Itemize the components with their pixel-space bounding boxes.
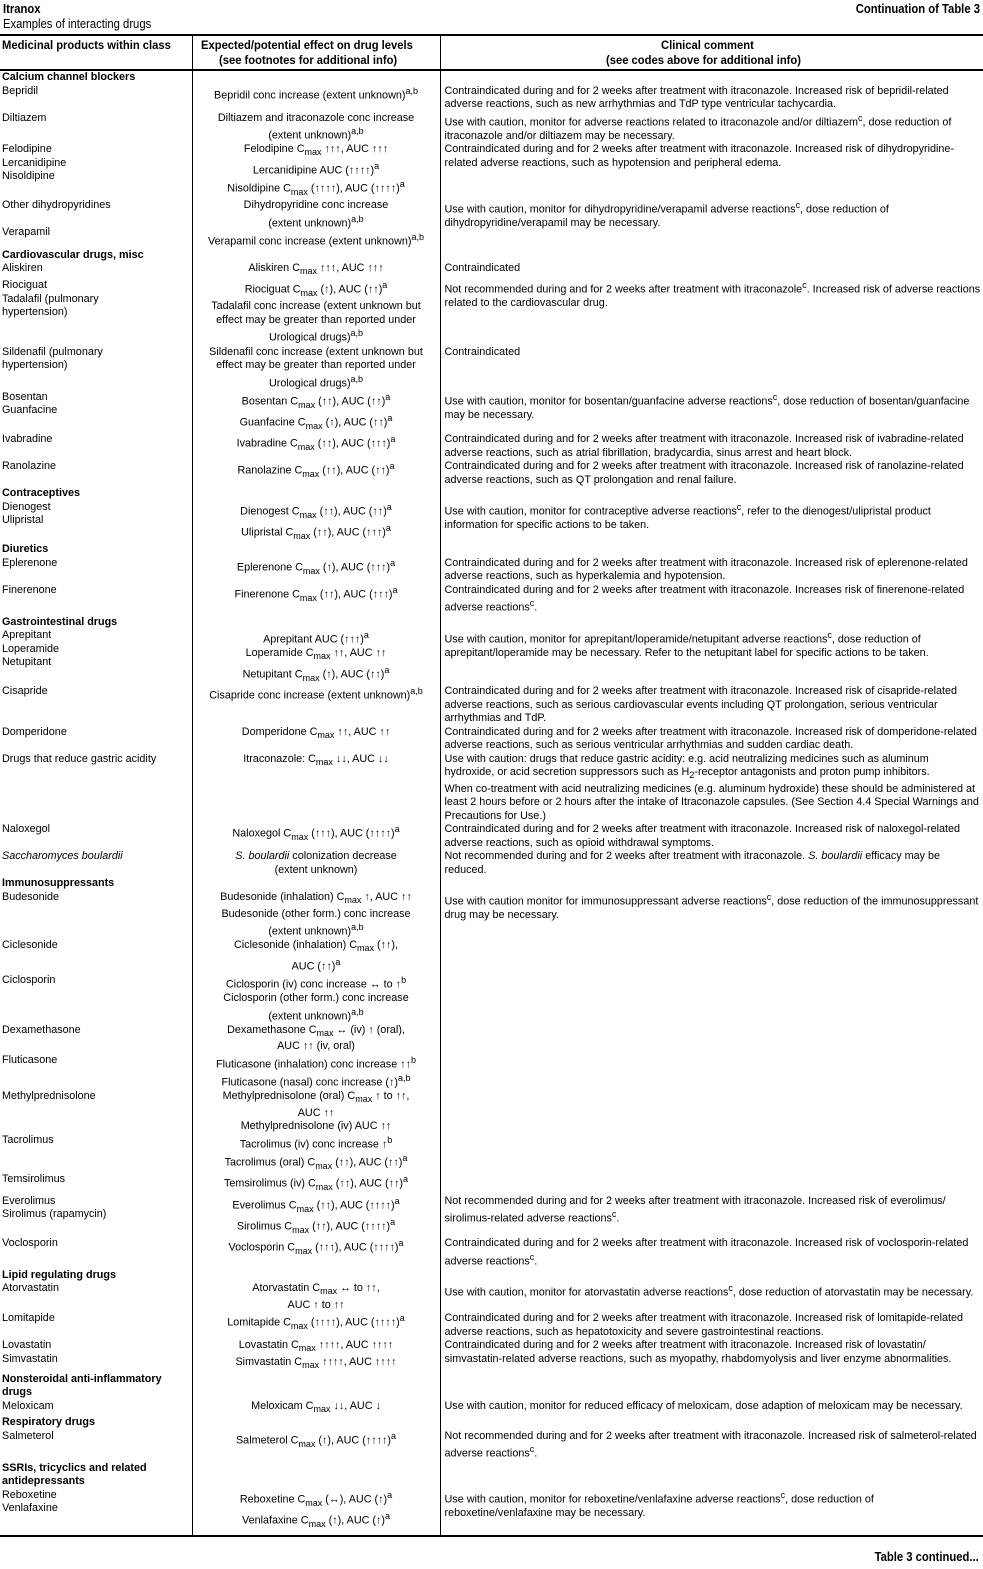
clinical-comment-cell: Contraindicated during and for 2 weeks after treatment with itraconazole. Increased risk of voclosporin-related adverse reactions$^c$. (444, 1237, 969, 1268)
drug-name-cell: Riociguat Tadalafil (pulmonary hypertension) (2, 279, 99, 319)
clinical-comment-cell: Contraindicated during and for 2 weeks after treatment with itraconazole. Increased risk of bepridil-related adverse reactions, such as new arrhythmias and TdP type ventricular tachycardia. (444, 84, 949, 111)
effect-cell: Budesonide (inhalation) $C_{max}$ ↑, AUC ↑↑ Budesonide (other form.) conc increase (extent unknown)$^{a,b}$ (192, 891, 440, 939)
drug-name-cell: Aliskiren (2, 262, 43, 275)
effect-cell: Diltiazem and itraconazole conc increase (extent unknown)$^{a,b}$ (192, 112, 440, 144)
drug-name-cell: Sildenafil (pulmonary hypertension) (2, 345, 103, 372)
drug-class-label: Lipid regulating drugs (2, 1268, 116, 1281)
clinical-comment-cell: Use with caution, monitor for dihydropyridine/verapamil adverse reactions$^c$, dose reduction of dihydropyridine/verapamil may be necessary. (444, 200, 889, 230)
effect-cell: Aprepitant AUC (↑↑↑)$^a$ Loperamide $C_{max}$ ↑↑, AUC ↑↑ Netupitant $C_{max}$ (↑), AUC (↑↑)$^a$ (192, 629, 440, 685)
table-row (0, 850, 983, 877)
table-row (0, 1090, 983, 1134)
effect-cell: Methylprednisolone (oral) $C_{max}$ ↑ to ↑↑, AUC ↑↑ Methylprednisolone (iv) AUC ↑↑ (192, 1090, 440, 1134)
drug-name-cell: Reboxetine Venlafaxine (2, 1488, 58, 1515)
table-row (0, 1489, 983, 1532)
clinical-comment-cell: Contraindicated during and for 2 weeks after treatment with itraconazole. Increased risk of dihydropyridine-related adverse reactions, such as hypotension and peripheral edema. (444, 143, 955, 169)
effect-cell: Reboxetine $C_{max}$ (↔), AUC (↑)$^a$ Venlafaxine $C_{max}$ (↑), AUC (↑)$^a$ (192, 1489, 440, 1532)
table-row (0, 685, 983, 726)
drug-name-cell: Finerenone (2, 583, 57, 596)
drug-class-heading (0, 70, 983, 85)
table-row (0, 939, 983, 974)
drug-class-label: Calcium channel blockers (2, 71, 136, 83)
effect-cell: Lomitapide $C_{max}$ (↑↑↑↑), AUC (↑↑↑↑)$^a$ (192, 1312, 440, 1339)
clinical-comment-cell: Contraindicated during and for 2 weeks after treatment with itraconazole. Increased risk of ivabradine-related adverse reactions, such as atrial fibrillation, bradycardia, sinus arrest and heart block. (444, 433, 964, 459)
clinical-comment-cell: Not recommended during and for 2 weeks after treatment with itraconazole. Increased risk of everolimus/ sirolimus-related adverse reactions$^c$. (444, 1194, 946, 1225)
clinical-comment-cell: Use with caution, monitor for contraceptive adverse reactions$^c$, refer to the dienogest/ulipristal product information for specific actions to be taken. (444, 501, 931, 531)
effect-cell: Finerenone $C_{max}$ (↑↑), AUC (↑↑↑)$^a$ (192, 584, 440, 616)
drug-class-label: SSRIs, tricyclics and related antidepressants (2, 1461, 147, 1488)
effect-cell: Sildenafil conc increase (extent unknown but effect may be greater than reported under Urological drugs)$^{a,b}$ (192, 346, 440, 391)
clinical-comment-cell: Use with caution, monitor for aprepitant/loperamide/netupitant adverse reactions$^c$, dose reduction of aprepitant/loperamide may be necessary. Refer to the netupitant label for specific actions to be taken. (444, 630, 929, 660)
drug-name-cell: Drugs that reduce gastric acidity (2, 752, 157, 765)
clinical-comment-cell: Use with caution, monitor for reduced efficacy of meloxicam, dose adaption of meloxicam may be necessary. (444, 1399, 963, 1412)
effect-cell: Felodipine $C_{max}$ ↑↑↑, AUC ↑↑↑ Lercanidipine AUC (↑↑↑↑)$^a$ Nisoldipine $C_{max}$ (↑↑↑↑), AUC (↑↑↑↑)$^a$ (192, 143, 440, 199)
table-row (0, 726, 983, 753)
effect-cell: Eplerenone $C_{max}$ (↑), AUC (↑↑↑)$^a$ (192, 557, 440, 584)
drug-name-cell: Dexamethasone (2, 1023, 81, 1036)
table-bottom-rule (0, 1531, 983, 1536)
table-row (0, 557, 983, 584)
effect-cell: Domperidone $C_{max}$ ↑↑, AUC ↑↑ (192, 726, 440, 753)
drug-name-cell: Ciclosporin (2, 974, 56, 987)
drug-name-cell: Ciclesonide (2, 939, 58, 952)
table-row (0, 1312, 983, 1339)
effect-cell: Ciclosporin (iv) conc increase ↔ to ↑$^b$ Ciclosporin (other form.) conc increase (extent unknown)$^{a,b}$ (192, 974, 440, 1024)
drug-class-heading (0, 616, 983, 630)
clinical-comment-cell: Use with caution monitor for immunosuppressant adverse reactions$^c$, dose reduction of the immunosuppressant drug may be necessary. (444, 891, 979, 922)
effect-cell: Itraconazole: $C_{max}$ ↓↓, AUC ↓↓ (192, 753, 440, 824)
table-row (0, 346, 983, 391)
clinical-comment-cell (440, 1090, 983, 1134)
table-row (0, 974, 983, 1024)
drug-class-label: Contraceptives (2, 487, 81, 500)
drug-class-heading (0, 487, 983, 501)
table-row (0, 1237, 983, 1269)
drug-name-cell: Meloxicam (2, 1399, 54, 1412)
clinical-comment-cell: Not recommended during and for 2 weeks after treatment with itraconazole. Increased risk of salmeterol-related adverse reactions$^c$. (444, 1429, 977, 1461)
effect-cell: S. boulardii colonization decrease (extent unknown) (192, 850, 440, 877)
interaction-table (0, 34, 983, 1537)
clinical-comment-cell: Contraindicated during and for 2 weeks after treatment with itraconazole. Increased risk of naloxegol-related adverse reactions, such as opioid withdrawal symptoms. (444, 823, 961, 849)
clinical-comment-cell: Contraindicated during and for 2 weeks after treatment with itraconazole. Increased risk of lomitapide-related adverse reactions, such as hepatotoxicity and severe gastrointestinal reactions. (444, 1312, 964, 1338)
clinical-comment-cell (440, 939, 983, 974)
drug-name-cell: Bosentan Guanfacine (2, 390, 58, 417)
table-row (0, 460, 983, 487)
clinical-comment-cell: Contraindicated during and for 2 weeks after treatment with itraconazole. Increased risk of eplerenone-related adverse reactions, such as hyperkalemia and hypotension. (444, 556, 968, 583)
drug-name-cell: Salmeterol (2, 1429, 54, 1442)
effect-cell: Lovastatin $C_{max}$ ↑↑↑↑, AUC ↑↑↑↑ Simvastatin $C_{max}$ ↑↑↑↑, AUC ↑↑↑↑ (192, 1339, 440, 1372)
table-row (0, 112, 983, 144)
effect-cell: Ciclesonide (inhalation) $C_{max}$ (↑↑), AUC (↑↑)$^a$ (192, 939, 440, 974)
effect-cell: Atorvastatin $C_{max}$ ↔ to ↑↑, AUC ↑ to ↑↑ (192, 1282, 440, 1312)
table-row (0, 85, 983, 112)
drug-class-heading (0, 1269, 983, 1283)
drug-name-cell: Fluticasone (2, 1053, 58, 1066)
clinical-comment-cell: Use with caution, monitor for adverse reactions related to itraconazole and/or diltiazem$^c$, dose reduction of itraconazole and/or diltiazem may be necessary. (444, 112, 952, 142)
effect-cell: Cisapride conc increase (extent unknown)$^{a,b}$ (192, 685, 440, 726)
drug-name-cell: Budesonide (2, 890, 60, 903)
drug-name-cell: Methylprednisolone (2, 1090, 96, 1103)
drug-class-label: Cardiovascular drugs, misc (2, 248, 144, 261)
table-row (0, 501, 983, 544)
drug-name-cell: Dienogest Ulipristal (2, 500, 51, 527)
table-row (0, 1339, 983, 1372)
table-row (0, 391, 983, 434)
effect-cell: Dihydropyridine conc increase (extent unknown)$^{a,b}$ Verapamil conc increase (extent unknown)$^{a,b}$ (192, 199, 440, 249)
clinical-comment-cell (440, 1173, 983, 1194)
clinical-comment-cell: Contraindicated during and for 2 weeks after treatment with itraconazole. Increased risk of ranolazine-related adverse reactions, such as QT prolongation and renal failure. (444, 460, 964, 486)
table-row (0, 1195, 983, 1238)
effect-cell: Riociguat $C_{max}$ (↑), AUC (↑↑)$^a$ Tadalafil conc increase (extent unknown but effect may be greater than reported under Urological drugs)$^{a,b}$ (192, 279, 440, 345)
clinical-comment-cell: Not recommended during and for 2 weeks after treatment with itraconazole$^c$. Increased risk of adverse reactions related to the cardiovascular drug. (444, 280, 981, 310)
column-header-comment: Clinical comment (see codes above for additional info) (440, 35, 983, 70)
table-row (0, 1054, 983, 1090)
clinical-comment-cell (440, 1134, 983, 1173)
drug-class-label: Immunosuppressants (2, 877, 115, 890)
table-subtitle: Examples of interacting drugs (3, 17, 152, 31)
drug-class-heading (0, 877, 983, 891)
table-header (0, 35, 983, 70)
drug-name-cell: Lomitapide (2, 1312, 55, 1325)
effect-cell: Bosentan $C_{max}$ (↑↑), AUC (↑↑)$^a$ Guanfacine $C_{max}$ (↑), AUC (↑↑)$^a$ (192, 391, 440, 434)
effect-cell: Bepridil conc increase (extent unknown)$^{a,b}$ (192, 85, 440, 112)
drug-class-label: Nonsteroidal anti-inflammatory drugs (2, 1372, 162, 1399)
table-row (0, 262, 983, 279)
table-continued-note: Table 3 continued... (874, 1550, 979, 1564)
effect-cell: Voclosporin $C_{max}$ (↑↑↑), AUC (↑↑↑↑)$^a$ (192, 1237, 440, 1269)
drug-name-cell: Lovastatin Simvastatin (2, 1339, 58, 1365)
effect-cell: Ranolazine $C_{max}$ (↑↑), AUC (↑↑)$^a$ (192, 460, 440, 487)
effect-cell: Meloxicam $C_{max}$ ↓↓, AUC ↓ (192, 1400, 440, 1417)
drug-class-heading (0, 1462, 983, 1489)
drug-name-cell: Saccharomyces boulardii (2, 850, 123, 863)
drug-class-heading (0, 249, 983, 263)
table-row (0, 584, 983, 616)
drug-class-heading (0, 1373, 983, 1400)
clinical-comment-cell: Contraindicated during and for 2 weeks after treatment with itraconazole. Increases risk of finerenone-related adverse reactions$^c$. (444, 583, 965, 614)
drug-name-cell: Diltiazem (2, 111, 47, 124)
clinical-comment-cell (440, 974, 983, 1024)
clinical-comment-cell: Not recommended during and for 2 weeks after treatment with itraconazole. S. boulardii efficacy may be reduced. (444, 850, 941, 876)
drug-class-label: Gastrointestinal drugs (2, 615, 118, 628)
clinical-comment-cell: Use with caution, monitor for bosentan/guanfacine adverse reactions$^c$, dose reduction of bosentan/guanfacine may be necessary. (444, 391, 970, 421)
effect-cell: Salmeterol $C_{max}$ (↑), AUC (↑↑↑↑)$^a$ (192, 1430, 440, 1462)
clinical-comment-cell: Contraindicated (444, 345, 521, 358)
drug-name-cell: Eplerenone (2, 556, 58, 569)
clinical-comment-cell (440, 1024, 983, 1054)
effect-cell: Naloxegol $C_{max}$ (↑↑↑), AUC (↑↑↑↑)$^a$ (192, 823, 440, 850)
column-header-class: Medicinal products within class (0, 35, 192, 70)
effect-cell: Temsirolimus (iv) $C_{max}$ (↑↑), AUC (↑↑)$^a$ (192, 1173, 440, 1194)
effect-cell: Dienogest $C_{max}$ (↑↑), AUC (↑↑)$^a$ Ulipristal $C_{max}$ (↑↑), AUC (↑↑↑)$^a$ (192, 501, 440, 544)
table-row (0, 1024, 983, 1054)
table-row (0, 1400, 983, 1417)
table-row (0, 1173, 983, 1194)
drug-name-cell: Felodipine Lercanidipine Nisoldipine (2, 143, 67, 183)
drug-name-cell: Domperidone (2, 725, 67, 738)
clinical-comment-cell: Use with caution, monitor for atorvastatin adverse reactions$^c$, dose reduction of atorvastatin may be necessary. (444, 1283, 974, 1299)
drug-name-cell: Naloxegol (2, 823, 51, 836)
table-row (0, 629, 983, 685)
table-row (0, 199, 983, 249)
effect-cell: Ivabradine $C_{max}$ (↑↑), AUC (↑↑↑)$^a$ (192, 433, 440, 460)
effect-cell: Everolimus $C_{max}$ (↑↑), AUC (↑↑↑↑)$^a$ Sirolimus $C_{max}$ (↑↑), AUC (↑↑↑↑)$^a$ (192, 1195, 440, 1238)
column-header-effect: Expected/potential effect on drug levels (see footnotes for additional info) (192, 35, 440, 70)
drug-name-cell: Bepridil (2, 84, 39, 97)
table-row (0, 891, 983, 939)
drug-name-cell: Everolimus Sirolimus (rapamycin) (2, 1194, 107, 1221)
drug-name-cell: Ranolazine (2, 460, 57, 473)
drug-name-cell: Atorvastatin (2, 1282, 60, 1295)
drug-name-cell: Voclosporin (2, 1237, 58, 1250)
drug-name-cell: Ivabradine (2, 433, 53, 446)
effect-cell: Fluticasone (inhalation) conc increase ↑↑$^b$ Fluticasone (nasal) conc increase (↑)$^{a,b}$ (192, 1054, 440, 1090)
table-row (0, 433, 983, 460)
clinical-comment-cell: Use with caution, monitor for reboxetine/venlafaxine adverse reactions$^c$, dose reduction of reboxetine/venlafaxine may be necessary. (444, 1489, 874, 1519)
drug-name-cell: Other dihydropyridines Verapamil (2, 199, 111, 239)
drug-class-heading (0, 543, 983, 557)
clinical-comment-cell: Use with caution: drugs that reduce gastric acidity: e.g. acid neutralizing medicines such as aluminum hydroxide, or acid secretion suppressors such as $H_2$-receptor antagonists and proton pump inhibitors. When co-treatment with acid neutralizing medicines (e.g. aluminum hydroxide) these should be administered at least 2 hours before or 2 hours after the intake of Itraconazole capsules. (See Section 4.4 Special Warnings and Precautions for Use.) (444, 752, 979, 822)
effect-cell: Aliskiren $C_{max}$ ↑↑↑, AUC ↑↑↑ (192, 262, 440, 279)
brand-name: Itranox (3, 2, 41, 16)
clinical-comment-cell: Contraindicated during and for 2 weeks after treatment with itraconazole. Increased risk of lovastatin/ simvastatin-related adverse reactions, such as myopathy, rhabdomyolysis and liver enzyme abnormalities. (444, 1339, 952, 1365)
table-row (0, 279, 983, 345)
drug-class-heading (0, 1416, 983, 1430)
continuation-label: Continuation of Table 3 (855, 2, 980, 16)
table-row (0, 1282, 983, 1312)
drug-name-cell: Tacrolimus (2, 1133, 54, 1146)
clinical-comment-cell: Contraindicated (444, 262, 521, 275)
drug-name-cell: Aprepitant Loperamide Netupitant (2, 629, 60, 669)
drug-class-label: Respiratory drugs (2, 1416, 95, 1429)
clinical-comment-cell (440, 1054, 983, 1090)
table-row (0, 143, 983, 199)
table-row (0, 1134, 983, 1173)
effect-cell: Tacrolimus (iv) conc increase ↑$^b$ Tacrolimus (oral) $C_{max}$ (↑↑), AUC (↑↑)$^a$ (192, 1134, 440, 1173)
table-row (0, 1430, 983, 1462)
table-body (0, 70, 983, 1536)
page-header (3, 2, 980, 32)
clinical-comment-cell: Contraindicated during and for 2 weeks after treatment with itraconazole. Increased risk of domperidone-related adverse reactions, such as serious ventricular arrhythmias and sudden cardiac death. (444, 725, 977, 752)
drug-class-label: Diuretics (2, 543, 49, 556)
drug-name-cell: Cisapride (2, 685, 48, 698)
table-row (0, 753, 983, 824)
effect-cell: Dexamethasone $C_{max}$ ↔ (iv) ↑ (oral), AUC ↑↑ (iv, oral) (192, 1024, 440, 1054)
clinical-comment-cell: Contraindicated during and for 2 weeks after treatment with itraconazole. Increased risk of cisapride-related adverse reactions, such as serious cardiovascular events including QT prolongation, serious ventricular arrhythmias and TdP. (444, 685, 958, 725)
table-row (0, 823, 983, 850)
drug-name-cell: Temsirolimus (2, 1173, 65, 1186)
